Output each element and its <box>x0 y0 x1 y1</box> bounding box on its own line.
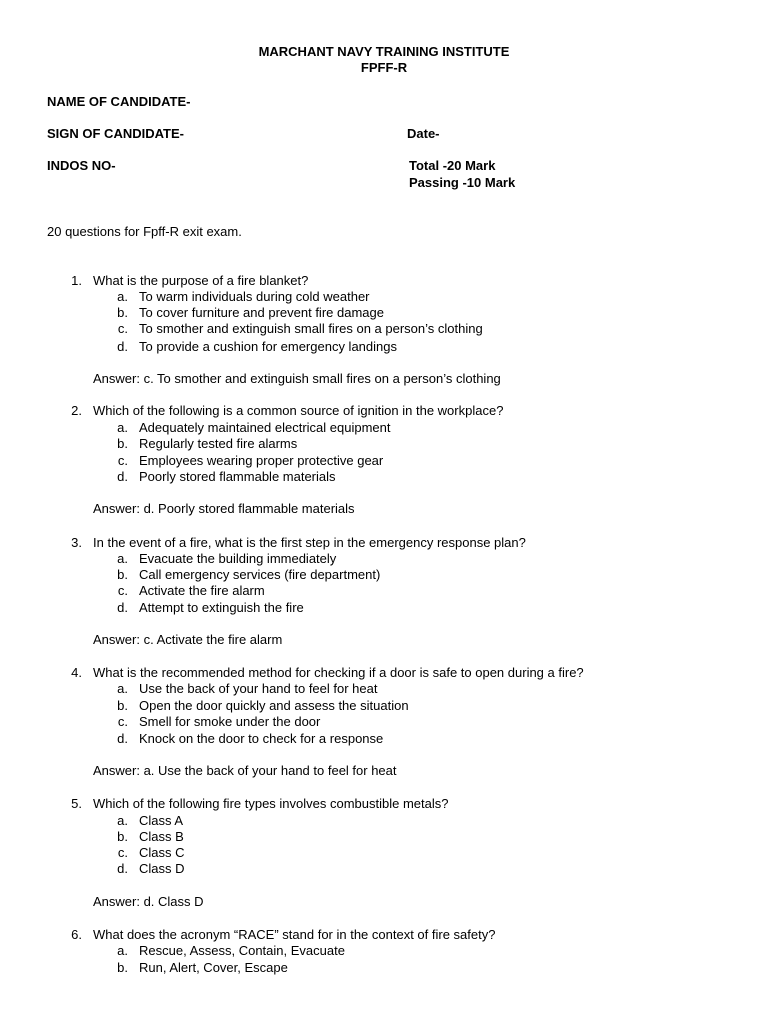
answer-text: Answer: a. Use the back of your hand to feel for heat <box>93 763 397 778</box>
question-number: 5. <box>71 796 82 811</box>
option-text: Run, Alert, Cover, Escape <box>139 960 288 975</box>
option-text: To smother and extinguish small fires on a person’s clothing <box>139 321 483 336</box>
option-text: Adequately maintained electrical equipment <box>139 420 391 435</box>
option-text: Class D <box>139 861 185 876</box>
option-letter: d. <box>117 469 128 484</box>
option-letter: c. <box>117 714 128 729</box>
option-letter: d. <box>117 861 128 876</box>
option-text: Smell for smoke under the door <box>139 714 321 729</box>
option-text: Activate the fire alarm <box>139 583 265 598</box>
question-text: What does the acronym “RACE” stand for in the context of fire safety? <box>93 927 496 942</box>
name-of-candidate-label: NAME OF CANDIDATE- <box>47 94 191 109</box>
option-letter: a. <box>117 289 128 304</box>
course-code: FPFF-R <box>360 60 408 75</box>
option-letter: b. <box>117 829 128 844</box>
option-letter: b. <box>117 436 128 451</box>
option-text: Attempt to extinguish the fire <box>139 600 304 615</box>
exam-intro: 20 questions for Fpff-R exit exam. <box>47 224 242 239</box>
option-text: Use the back of your hand to feel for heat <box>139 681 378 696</box>
institute-title: MARCHANT NAVY TRAINING INSTITUTE <box>258 44 510 59</box>
option-letter: b. <box>117 960 128 975</box>
question-number: 3. <box>71 535 82 550</box>
answer-text: Answer: d. Poorly stored flammable materials <box>93 501 355 516</box>
question-number: 6. <box>71 927 82 942</box>
option-text: To cover furniture and prevent fire damage <box>139 305 384 320</box>
option-letter: a. <box>117 813 128 828</box>
option-letter: c. <box>117 453 128 468</box>
option-text: To warm individuals during cold weather <box>139 289 370 304</box>
option-text: To provide a cushion for emergency landings <box>139 339 397 354</box>
option-letter: b. <box>117 698 128 713</box>
date-label: Date- <box>407 126 440 141</box>
option-text: Knock on the door to check for a response <box>139 731 384 746</box>
question-number: 4. <box>71 665 82 680</box>
question-text: Which of the following is a common source of ignition in the workplace? <box>93 403 504 418</box>
option-letter: c. <box>117 321 128 336</box>
option-letter: a. <box>117 420 128 435</box>
passing-mark-label: Passing -10 Mark <box>409 175 516 190</box>
indos-no-label: INDOS NO- <box>47 158 116 173</box>
answer-text: Answer: c. Activate the fire alarm <box>93 632 283 647</box>
option-letter: a. <box>117 551 128 566</box>
question-text: Which of the following fire types involves combustible metals? <box>93 796 449 811</box>
option-letter: c. <box>117 583 128 598</box>
option-letter: c. <box>117 845 128 860</box>
question-number: 1. <box>71 273 82 288</box>
question-text: What is the recommended method for checking if a door is safe to open during a fire? <box>93 665 584 680</box>
question-text: What is the purpose of a fire blanket? <box>93 273 309 288</box>
option-text: Regularly tested fire alarms <box>139 436 298 451</box>
option-letter: d. <box>117 731 128 746</box>
option-text: Class A <box>139 813 184 828</box>
option-text: Class B <box>139 829 184 844</box>
total-mark-label: Total -20 Mark <box>409 158 496 173</box>
option-text: Open the door quickly and assess the situation <box>139 698 409 713</box>
option-text: Call emergency services (fire department) <box>139 567 381 582</box>
option-letter: a. <box>117 681 128 696</box>
option-letter: d. <box>117 600 128 615</box>
option-text: Poorly stored flammable materials <box>139 469 336 484</box>
option-letter: a. <box>117 943 128 958</box>
option-letter: d. <box>117 339 128 354</box>
option-text: Class C <box>139 845 185 860</box>
option-text: Rescue, Assess, Contain, Evacuate <box>139 943 345 958</box>
answer-text: Answer: d. Class D <box>93 894 204 909</box>
answer-text: Answer: c. To smother and extinguish small fires on a person’s clothing <box>93 371 501 386</box>
option-text: Evacuate the building immediately <box>139 551 337 566</box>
option-letter: b. <box>117 305 128 320</box>
sign-of-candidate-label: SIGN OF CANDIDATE- <box>47 126 184 141</box>
question-text: In the event of a fire, what is the first step in the emergency response plan? <box>93 535 526 550</box>
question-number: 2. <box>71 403 82 418</box>
option-text: Employees wearing proper protective gear <box>139 453 384 468</box>
option-letter: b. <box>117 567 128 582</box>
